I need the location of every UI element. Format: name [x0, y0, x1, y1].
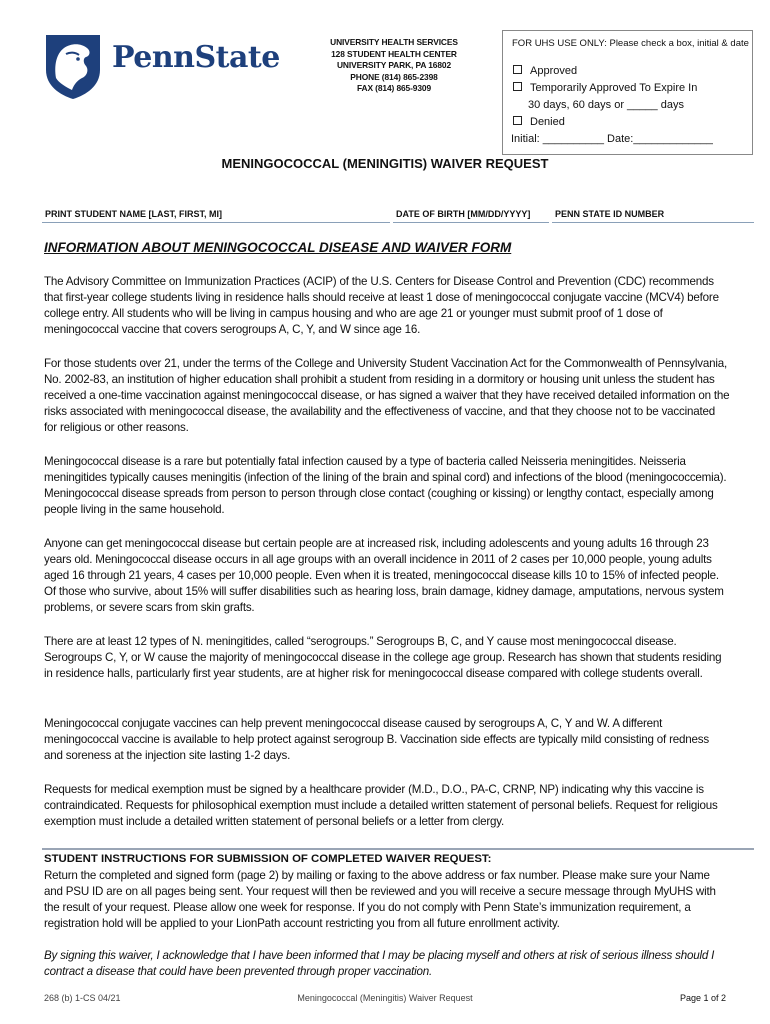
- uhs-phone: PHONE (814) 865-2398: [350, 71, 438, 82]
- instructions-divider: [42, 848, 754, 850]
- uhs-use-only-title: FOR UHS USE ONLY: Please check a box, initial & date: [512, 38, 749, 49]
- penn-state-id-field[interactable]: [552, 192, 754, 223]
- paragraph-serogroups: There are at least 12 types of N. meningitides, called “serogroups.” Serogroups B, C, and Y cause most meningococcal disease. Serogroups C, Y, or W cause the majority of meningococcal disease in the college age group. Research has shown that students residing in residence halls, particularly first year students, are at higher risk for meningococcal disease compared with college students overall.: [44, 635, 722, 680]
- paragraph-risk: Anyone can get meningococcal disease but certain people are at increased risk, including adolescents and young adults 16 through 23 years old. Meningococcal disease occurs in all age groups with an overall incidence in 2011 of 2 cases per 10,000 people, young adults aged 16 through 21 years, 4 cases per 10,000 people. Even when it is treated, meningococcal disease kills 10 to 15% of infected people. Of those who survive, about 15% will suffer disabilities such as hearing loss, brain damage, kidney damage, amputations, nervous system problems, or severe scars from skin grafts.: [44, 537, 724, 614]
- uhs-use-only-box: [502, 30, 753, 155]
- temporarily-approved-label: Temporarily Approved To Expire In: [530, 82, 698, 94]
- footer-form-code: 268 (b) 1-CS 04/21: [44, 993, 121, 1003]
- nittany-lion-shield-icon: [42, 32, 104, 100]
- denied-label: Denied: [530, 116, 565, 128]
- uhs-building: 128 STUDENT HEALTH CENTER: [331, 48, 457, 59]
- instructions-heading: STUDENT INSTRUCTIONS FOR SUBMISSION OF COMPLETED WAIVER REQUEST:: [44, 853, 492, 865]
- uhs-address-block: [318, 37, 470, 95]
- form-title: MENINGOCOCCAL (MENINGITIS) WAIVER REQUEST: [221, 156, 549, 171]
- denied-option: [513, 116, 565, 128]
- footer-page-number: Page 1 of 2: [679, 993, 726, 1003]
- penn-state-id-label: PENN STATE ID NUMBER: [555, 209, 665, 219]
- paragraph-disease: Meningococcal disease is a rare but potentially fatal infection caused by a type of bacteria called Neisseria meningitides. Neisseria meningitides typically causes meningitis (infection of the lining of the brain and spinal cord) and infections of the blood (meningococcemia). Meningococcal disease spreads from person to person through close contact (coughing or kissing) or lengthy contact, especially among people living in the same household.: [44, 455, 727, 516]
- date-of-birth-field[interactable]: [393, 192, 549, 223]
- student-name-label: PRINT STUDENT NAME [LAST, FIRST, MI]: [45, 209, 222, 219]
- footer-title: Meningococcal (Meningitis) Waiver Request: [297, 993, 473, 1003]
- temporarily-approved-checkbox[interactable]: [513, 82, 522, 91]
- paragraph-acip: The Advisory Committee on Immunization Practices (ACIP) of the U.S. Centers for Disease Control and Prevention (CDC) recommends that first-year college students living in residence halls should receive at least 1 dose of meningococcal conjugate vaccine (MCV4) before college entry. All students who will be living in campus housing and who are age 21 or younger must submit proof of 1 dose of meningococcal vaccine that covers serogroups A, C, Y, and W since age 16.: [44, 275, 719, 336]
- paragraph-pa-act: For those students over 21, under the terms of the College and University Student Vaccination Act for the Commonwealth of Pennsylvania, No. 2002-83, an institution of higher education shall prohibit a student from residing in a dormitory or housing unit unless the student has received a one-time vaccination against meningococcal disease, or has signed a waiver that they have received detailed information on the risks associated with meningococcal disease, the availability and the effectiveness of vaccine, and that they choose not to be vaccinated for religious or other reasons.: [44, 357, 730, 434]
- approved-option: [513, 65, 577, 77]
- denied-checkbox[interactable]: [513, 116, 522, 125]
- uhs-fax: FAX (814) 865-9309: [356, 83, 432, 94]
- pennstate-logo: [42, 32, 280, 100]
- instructions-body: Return the completed and signed form (page 2) by mailing or faxing to the above address or fax number. Please make sure your Name and PSU ID are on all pages being sent. Your request will then be reviewed and you will receive a secure message through MyUHS with the result of your request. Please allow one week for response. If you do not comply with Penn State’s immunization requirement, a registration hold will be applied to your LionPath account restricting you from all future enrollment activity.: [44, 869, 716, 930]
- student-name-field[interactable]: [42, 192, 390, 223]
- days-line: 30 days, 60 days or _____ days: [528, 99, 684, 111]
- logo-wordmark: PennState: [112, 40, 280, 75]
- uhs-name: UNIVERSITY HEALTH SERVICES: [330, 37, 458, 47]
- paragraph-exemptions: Requests for medical exemption must be signed by a healthcare provider (M.D., D.O., PA-C, CRNP, NP) indicating why this vaccine is contraindicated. Requests for philosophical exemption must include a detailed written statement of personal beliefs. Request for religious exemption must include a detailed written statement of personal beliefs or a letter from clergy.: [44, 783, 718, 828]
- approved-label: Approved: [530, 65, 578, 77]
- approved-checkbox[interactable]: [513, 65, 522, 74]
- uhs-city: UNIVERSITY PARK, PA 16802: [336, 60, 451, 71]
- acknowledgement-text: By signing this waiver, I acknowledge that I have been informed that I may be placing myself and others at risk of serious illness should I contract a disease that could have been prevented through proper vaccination.: [44, 949, 715, 978]
- temporarily-approved-option: [513, 82, 697, 94]
- date-of-birth-label: DATE OF BIRTH [MM/DD/YYYY]: [396, 209, 531, 219]
- section-title: INFORMATION ABOUT MENINGOCOCCAL DISEASE AND WAIVER FORM: [44, 240, 512, 255]
- paragraph-vaccines: Meningococcal conjugate vaccines can help prevent meningococcal disease caused by serogroups A, C, Y and W. A different meningococcal vaccine is available to help protect against serogroup B. Vaccination side effects are typically mild consisting of redness and soreness at the injection site lasting 1-2 days.: [44, 717, 709, 762]
- student-info-fields: [42, 192, 754, 223]
- initial-date-line: Initial: __________ Date:_____________: [511, 133, 713, 145]
